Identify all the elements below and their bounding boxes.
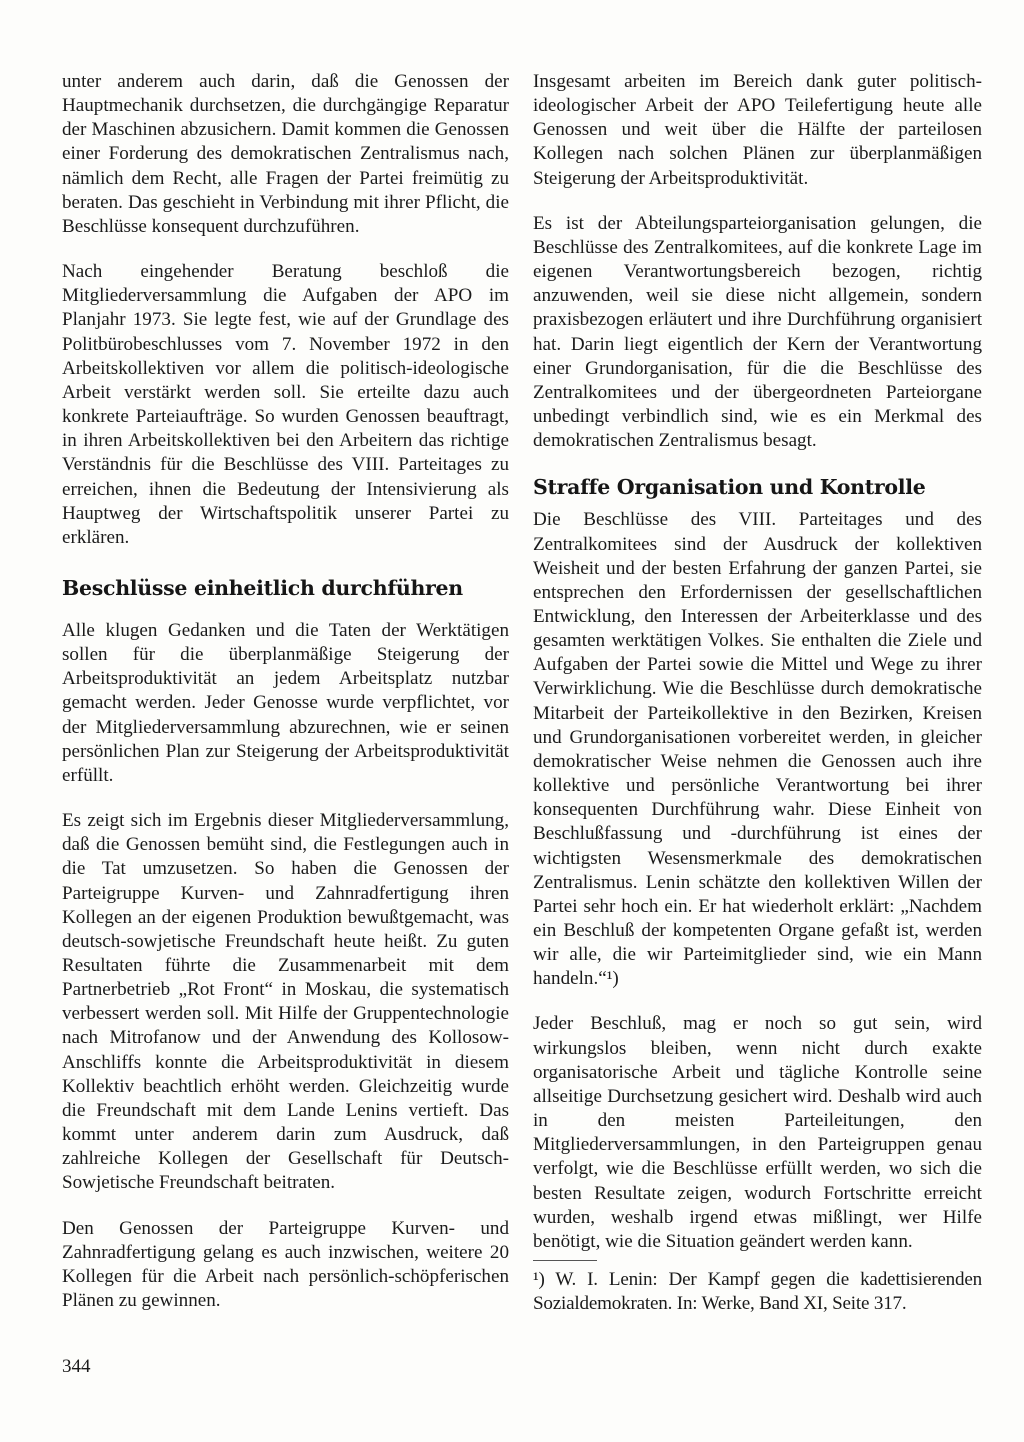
left-paragraph-4: Es zeigt sich im Ergebnis dieser Mitgliederversammlung, daß die Genossen bemüht sind, die Festlegungen auch in die Tat umzusetzen. So haben die Genossen der Parteigruppe Kurven- und Zahnradfertigung ihren Kollegen an der eigenen Produktion bewußtgemacht, was deutsch-sowjetische Freundschaft heute heißt. Zu guten Resultaten führte die Zusammenarbeit mit dem Partnerbetrieb „Rot Front“ in Moskau, die systematisch verbessert werden soll. Mit Hilfe der Gruppentechnologie nach Mitrofanow und der Anwendung des Kollosow-Anschliffs konnte die Arbeitsproduktivität in diesem Kollektiv beachtlich erhöht werden. Gleichzeitig wurde die Freundschaft mit dem Lande Lenins vertieft. Das kommt unter anderem darin zum Ausdruck, daß zahlreiche Kollegen der Gesellschaft für Deutsch-Sowjetische Freundschaft beitraten.: [62, 810, 509, 1194]
left-paragraph-2: Nach eingehender Beratung beschloß die Mitgliederversammlung die Aufgaben der APO im Planjahr 1973. Sie legte fest, wie auf der Grundlage des Politbürobeschlusses vom 7. November 1972 in den Arbeitskollektiven vor allem die politisch-ideologische Arbeit verstärkt werden soll. Sie erteilte dazu auch konkrete Parteiaufträge. So wurden Genossen beauftragt, in ihren Arbeitskollektiven bei den Arbeitern das richtige Verständnis für die Beschlüsse des VIII. Parteitages zu erreichen, ihnen die Bedeutung der Intensivierung als Hauptweg der Wirtschaftspolitik unserer Partei zu erklären.: [62, 261, 509, 548]
left-paragraph-1: unter anderem auch darin, daß die Genossen der Hauptmechanik durchsetzen, die durchgängige Reparatur der Maschinen abzusichern. Damit kommen die Genossen einer Forderung des demokratischen Zentralismus nach, nämlich dem Recht, alle Fragen der Partei freimütig zu beraten. Das geschieht in Verbindung mit ihrer Pflicht, die Beschlüsse konsequent durchzuführen.: [62, 71, 509, 237]
right-column: [533, 70, 982, 1337]
page-number: 344: [62, 1356, 91, 1377]
section-heading-beschluesse: Beschlüsse einheitlich durchführen: [62, 575, 463, 600]
left-column: [62, 70, 509, 1334]
section-heading-organisation: Straffe Organisation und Kontrolle: [533, 475, 926, 500]
right-paragraph-1: Insgesamt arbeiten im Bereich dank guter politisch-ideologischer Arbeit der APO Teilefertigung heute alle Genossen und weit über die Hälfte der parteilosen Kollegen nach solchen Plänen zur überplanmäßigen Steigerung der Arbeitsproduktivität.: [533, 71, 982, 189]
left-paragraph-3: Alle klugen Gedanken und die Taten der Werktätigen sollen für die überplanmäßige Steigerung der Arbeitsproduktivität an jedem Arbeitsplatz nutzbar gemacht werden. Jeder Genosse wurde verpflichtet, vor der Mitgliederversammlung abzurechnen, wie er seinen persönlichen Plan zur Steigerung der Arbeitsproduktivität erfüllt.: [62, 619, 509, 786]
right-paragraph-2: Es ist der Abteilungsparteiorganisation gelungen, die Beschlüsse des Zentralkomitees, auf die konkrete Lage im eigenen Verantwortungsbereich bezogen, richtig anzuwenden, weil sie diese nicht allgemein, sondern praxisbezogen erläutert und ihre Durchführung organisiert hat. Darin liegt eigentlich der Kern der Verantwortung einer Grundorganisation, für die die Beschlüsse des Zentralkomitees und der übergeordneten Parteiorgane unbedingt verbindlich sind, wie es ein Merkmal des demokratischen Zentralismus besagt.: [533, 212, 982, 452]
footnote: ¹) W. I. Lenin: Der Kampf gegen die kadettisierenden Sozialdemokraten. In: Werke, Band XI, Seite 317.: [533, 1269, 982, 1315]
right-paragraph-4: Jeder Beschluß, mag er noch so gut sein, wird wirkungslos bleiben, wenn nicht durch exakte organisatorische Arbeit und tägliche Kontrolle seine allseitige Durchsetzung gesichert wird. Deshalb wird auch in den meisten Parteileitungen, den Mitgliederversammlungen, in den Parteigruppen genau verfolgt, wie die Beschlüsse erfüllt werden, wo sich die besten Resultate zeigen, wodurch Fortschritte erreicht wurden, weshalb irgend etwas mißlingt, wer Hilfe benötigt, wie die Situation geändert werden kann.: [533, 1013, 982, 1252]
footnote-divider: [533, 1260, 597, 1261]
left-paragraph-5: Den Genossen der Parteigruppe Kurven- und Zahnradfertigung gelang es auch inzwischen, weitere 20 Kollegen für die Arbeit nach persönlich-schöpferischen Plänen zu gewinnen.: [62, 1217, 509, 1312]
right-paragraph-3: Die Beschlüsse des VIII. Parteitages und des Zentralkomitees sind der Ausdruck der kollektiven Weisheit und der besten Erfahrung der ganzen Partei, sie entsprechen den Erfordernissen der gesellschaftlichen Entwicklung, den Interessen der Arbeiterklasse und des gesamten werktätigen Volkes. Sie enthalten die Ziele und Aufgaben der Partei sowie die Mittel und Wege zu ihrer Verwirklichung. Wie die Beschlüsse durch demokratische Mitarbeit der Parteikollektive in den Bezirken, Kreisen und Grundorganisationen vorbereitet werden, in gleicher demokratischer Weise nehmen die Genossen auch ihre kollektive und persönliche Verantwortung bei ihrer konsequenten Durchführung wahr. Diese Einheit von Beschlußfassung und -durchführung ist eines der wichtigsten Wesensmerkmale des demokratischen Zentralismus. Lenin schätzte den kollektiven Willen der Partei sehr hoch ein. Er hat wiederholt erklärt: „Nachdem ein Beschluß der kompetenten Organe gefaßt ist, werden wir alle, die wir Parteimitglieder sind, wie ein Mann handeln.“¹): [533, 509, 982, 990]
